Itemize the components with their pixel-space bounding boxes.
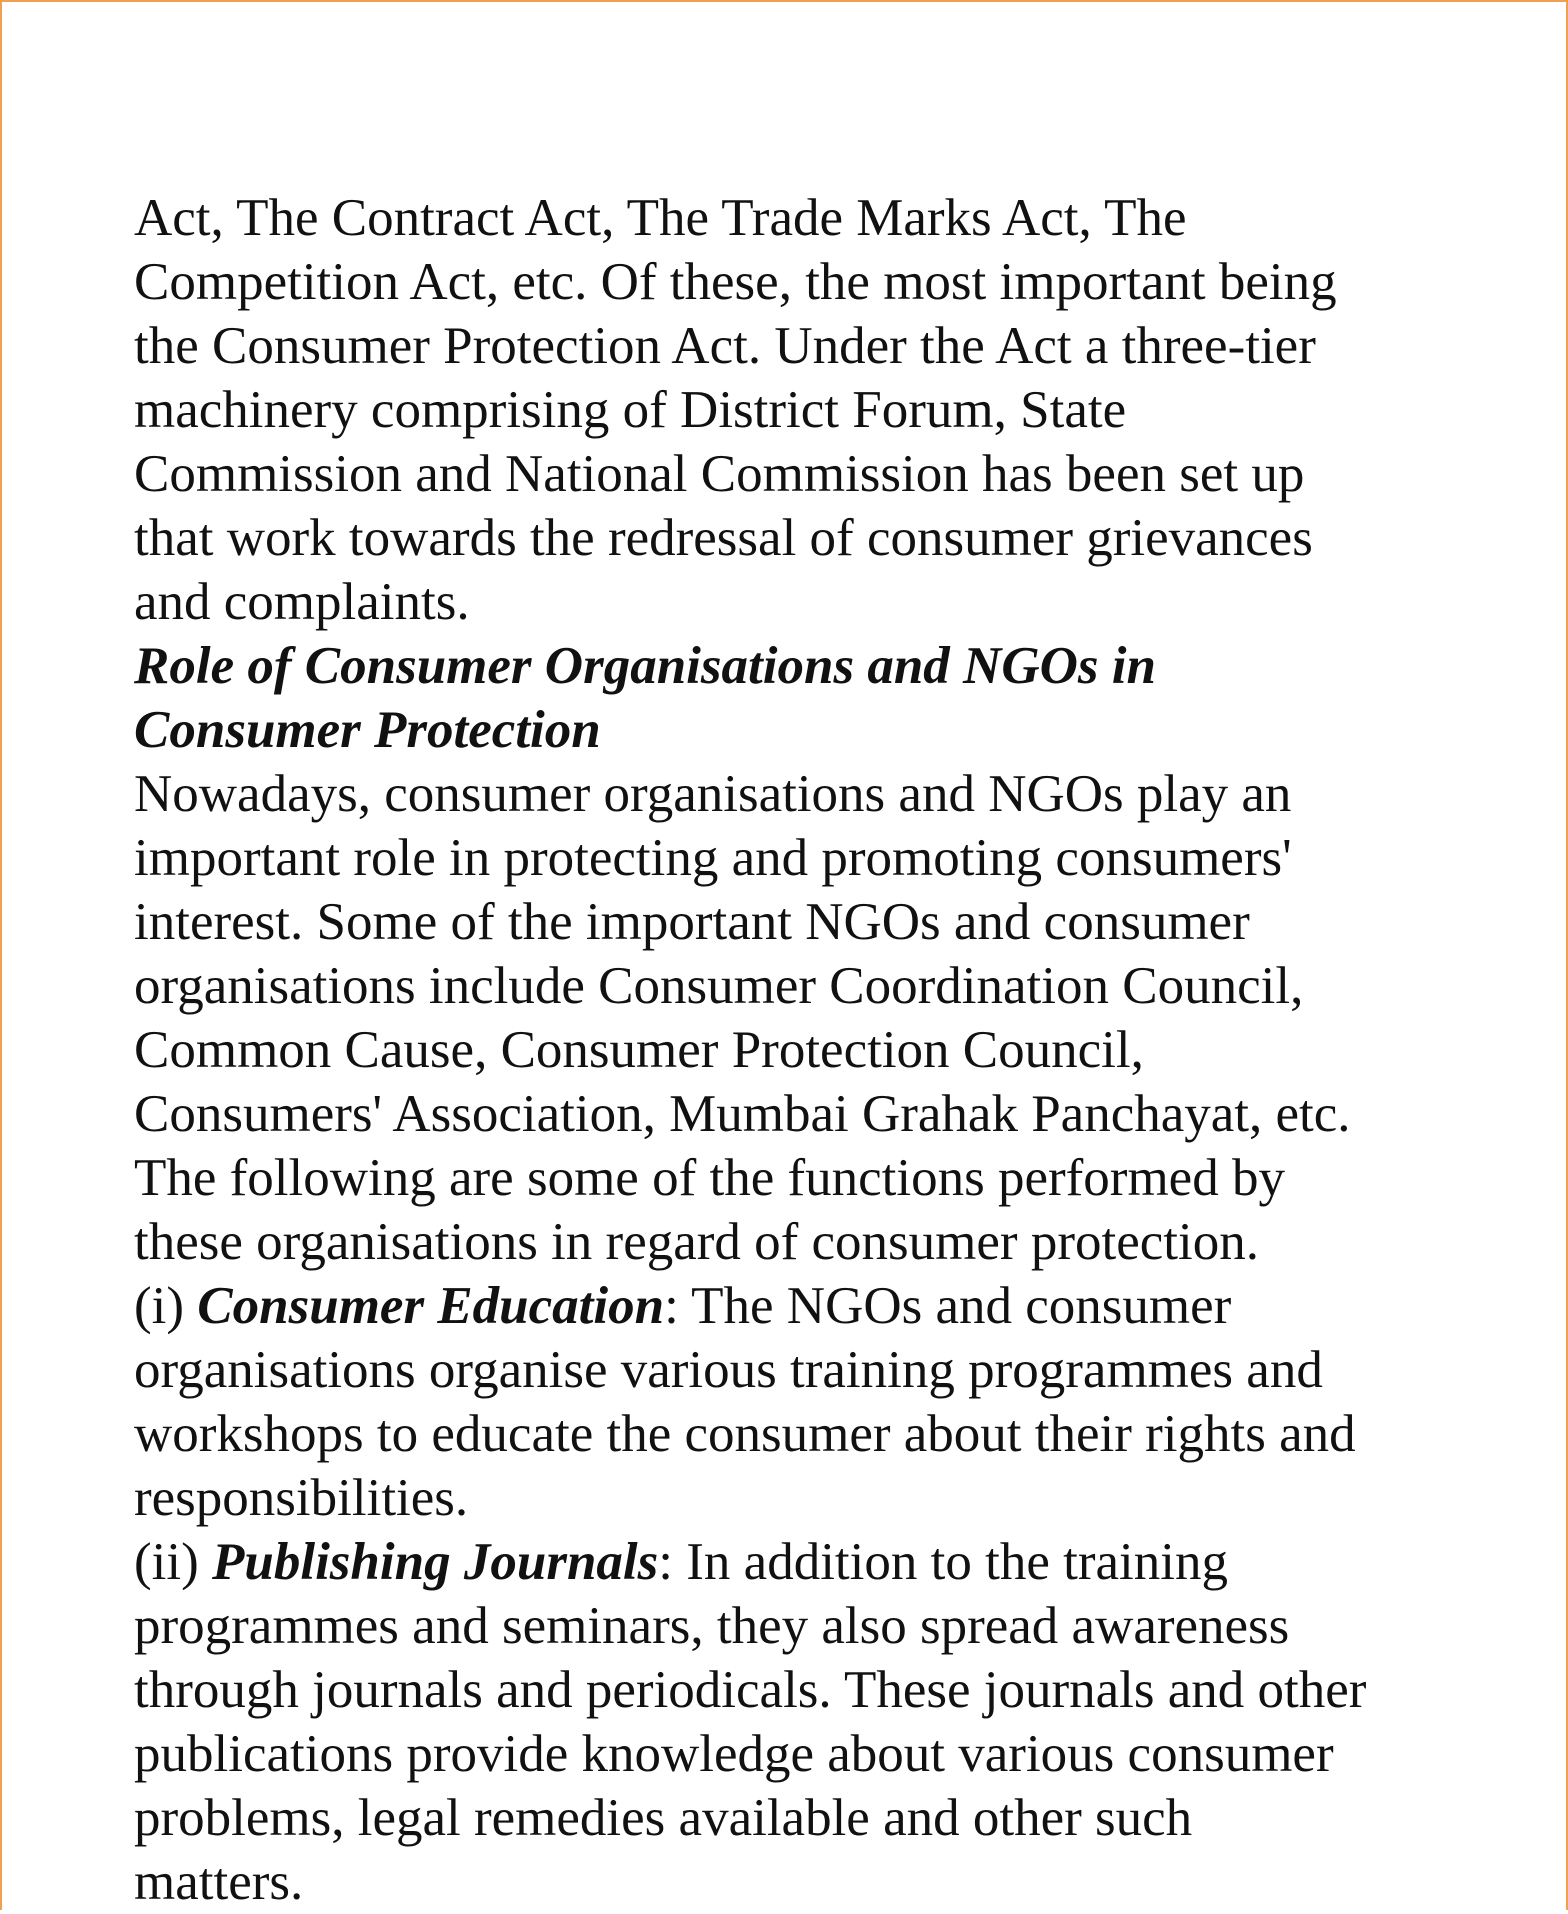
list-item-first-line bbox=[134, 1530, 1454, 1594]
text-line: these organisations in regard of consumer protection. bbox=[134, 1213, 1259, 1271]
text-line: publications provide knowledge about various consumer bbox=[134, 1725, 1334, 1783]
text-line: problems, legal remedies available and other such bbox=[134, 1789, 1193, 1847]
list-item-publishing-journals bbox=[134, 1530, 1454, 1914]
list-item-consumer-education bbox=[134, 1274, 1454, 1530]
list-item-number: (i) bbox=[134, 1277, 198, 1335]
text-line: interest. Some of the important NGOs and consumer bbox=[134, 893, 1250, 951]
list-item-number: (ii) bbox=[134, 1533, 212, 1591]
text-line: Common Cause, Consumer Protection Council, bbox=[134, 1021, 1144, 1079]
document-body bbox=[134, 186, 1454, 1914]
heading-line: Role of Consumer Organisations and NGOs in bbox=[134, 637, 1156, 695]
text-line: machinery comprising of District Forum, State bbox=[134, 381, 1127, 439]
text-line: matters. bbox=[134, 1853, 304, 1911]
intro-paragraph bbox=[134, 186, 1454, 634]
list-item-term: Consumer Education bbox=[197, 1277, 665, 1335]
list-item-term: Publishing Journals bbox=[212, 1533, 659, 1591]
text-line: Competition Act, etc. Of these, the most important being bbox=[134, 253, 1337, 311]
heading-line: Consumer Protection bbox=[134, 701, 601, 759]
text-line: responsibilities. bbox=[134, 1469, 469, 1527]
text-line: The following are some of the functions performed by bbox=[134, 1149, 1285, 1207]
text-line: organisations organise various training programmes and bbox=[134, 1341, 1323, 1399]
text-line: workshops to educate the consumer about their rights and bbox=[134, 1405, 1356, 1463]
text-line: and complaints. bbox=[134, 573, 470, 631]
text-line: Act, The Contract Act, The Trade Marks Act, The bbox=[134, 189, 1187, 247]
list-item-first-line bbox=[134, 1274, 1454, 1338]
text-line: the Consumer Protection Act. Under the Act a three-tier bbox=[134, 317, 1316, 375]
text-line: that work towards the redressal of consumer grievances bbox=[134, 509, 1313, 567]
list-item-text: : The NGOs and consumer bbox=[664, 1277, 1232, 1335]
text-line: organisations include Consumer Coordination Council, bbox=[134, 957, 1304, 1015]
text-line: Nowadays, consumer organisations and NGOs play an bbox=[134, 765, 1292, 823]
text-line: important role in protecting and promoting consumers' bbox=[134, 829, 1292, 887]
ngo-paragraph bbox=[134, 762, 1454, 1274]
text-line: programmes and seminars, they also spread awareness bbox=[134, 1597, 1290, 1655]
list-item-text: : In addition to the training bbox=[658, 1533, 1228, 1591]
text-line: Commission and National Commission has been set up bbox=[134, 445, 1305, 503]
section-heading bbox=[134, 634, 1454, 762]
text-line: Consumers' Association, Mumbai Grahak Panchayat, etc. bbox=[134, 1085, 1351, 1143]
text-line: through journals and periodicals. These journals and other bbox=[134, 1661, 1367, 1719]
